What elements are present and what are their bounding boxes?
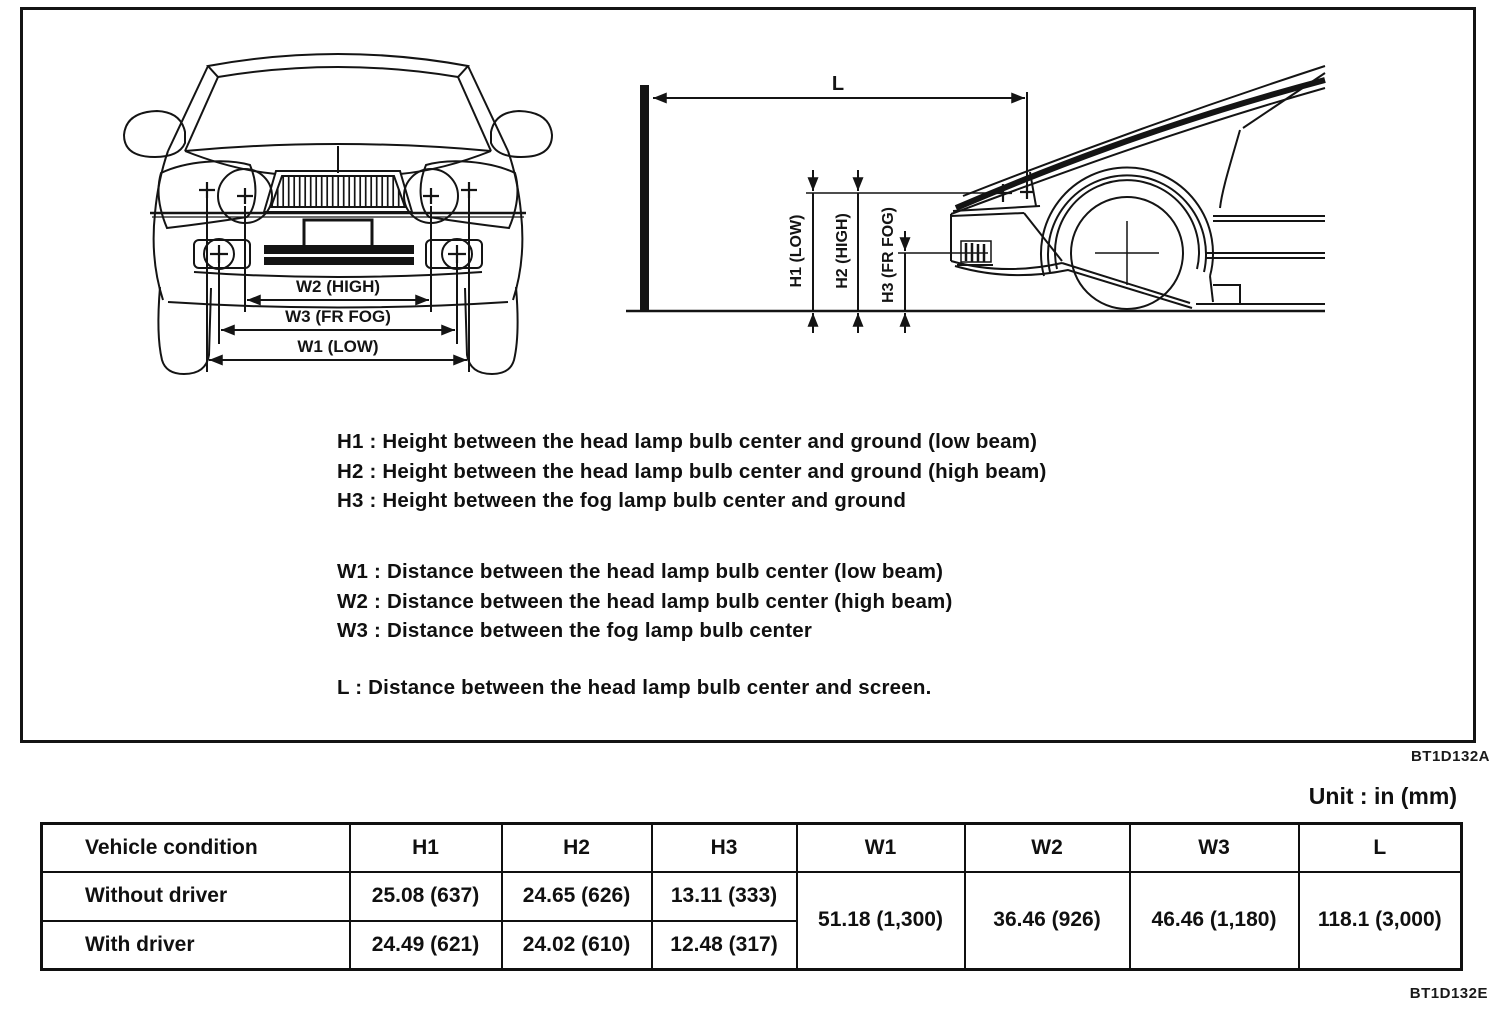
cell-h2-with-driver: 24.02 (610) [502,921,652,970]
w3-dimension-label: W3 (FR FOG) [285,307,391,326]
side-view-labels [788,73,897,303]
legend-line-w2: W2 : Distance between the head lamp bulb center (high beam) [337,589,953,613]
col-header-w1: W1 [797,824,965,872]
w1-dimension-label: W1 (LOW) [297,337,379,356]
cell-w2: 36.46 (926) [965,872,1130,970]
cell-h2-without-driver: 24.65 (626) [502,872,652,921]
cell-condition-with-driver: With driver [42,921,350,970]
h3-dimension-label: H3 (FR FOG) [880,207,897,303]
cell-h1-with-driver: 24.49 (621) [350,921,502,970]
legend-line-l: L : Distance between the head lamp bulb center and screen. [337,676,932,699]
legend-line-w1: W1 : Distance between the head lamp bulb center (low beam) [337,560,944,583]
legend-line-h3: H3 : Height between the fog lamp bulb center and ground [337,489,907,512]
front-view-labels [285,277,391,356]
figure-code: BT1D132A [1410,748,1490,765]
col-header-vehicle-condition: Vehicle condition [42,824,350,872]
cell-h1-without-driver: 25.08 (637) [350,872,502,921]
table-code: BT1D132E [1409,985,1488,1002]
col-header-w2: W2 [965,824,1130,872]
distance-legend [337,673,932,703]
side-view-dimensions [653,92,1034,333]
legend-line-h1: H1 : Height between the head lamp bulb center and ground (low beam) [337,430,1038,453]
cell-l: 118.1 (3,000) [1299,872,1462,970]
height-legend [337,427,1047,516]
h1-dimension-label: H1 (LOW) [788,214,805,288]
cell-h3-without-driver: 13.11 (333) [652,872,797,921]
legend-line-h2: H2 : Height between the head lamp bulb center and ground (high beam) [337,459,1047,483]
cell-w1: 51.18 (1,300) [797,872,965,970]
cell-h3-with-driver: 12.48 (317) [652,921,797,970]
l-dimension-label: L [831,73,845,95]
table-header-row [42,824,1462,872]
h2-dimension-label: H2 (HIGH) [834,213,851,289]
legend-line-w3: W3 : Distance between the fog lamp bulb center [337,619,813,642]
w2-dimension-label: W2 (HIGH) [295,277,381,296]
col-header-h2: H2 [502,824,652,872]
spec-table [40,822,1463,971]
col-header-h1: H1 [350,824,502,872]
col-header-h3: H3 [652,824,797,872]
table-row-without-driver [42,872,1462,921]
col-header-w3: W3 [1130,824,1299,872]
col-header-l: L [1299,824,1462,872]
unit-label: Unit : in (mm) [1308,783,1457,809]
front-view-drawing [124,54,552,374]
width-legend [337,557,953,646]
cell-w3: 46.46 (1,180) [1130,872,1299,970]
cell-condition-without-driver: Without driver [42,872,350,921]
side-view-drawing [626,66,1325,311]
